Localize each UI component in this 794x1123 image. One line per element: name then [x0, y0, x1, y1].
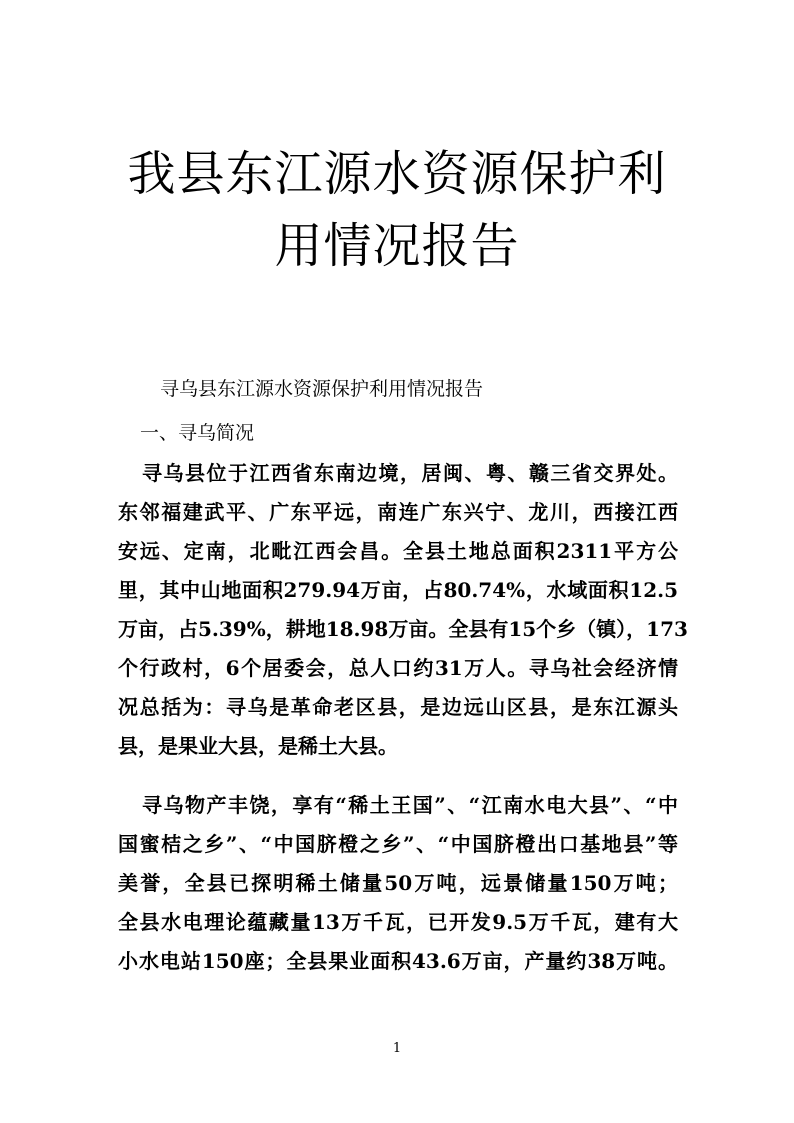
paragraph-line: 万亩，占5.39%，耕地18.98万亩。全县有15个乡（镇），173: [118, 617, 688, 641]
paragraph-line: 安远、定南，北毗江西会昌。全县土地总面积2311平方公: [118, 539, 678, 563]
paragraph-line: 里，其中山地面积279.94万亩，占80.74%，水域面积12.5: [118, 578, 678, 602]
paragraph-line: 美誉，全县已探明稀土储量50万吨，远景储量150万吨；: [118, 871, 678, 895]
paragraph-line: 寻乌县位于江西省东南边境，居闽、粤、赣三省交界处。: [142, 461, 678, 485]
paragraph-line: 况总括为：寻乌是革命老区县，是边远山区县，是东江源头: [118, 695, 678, 719]
title-line-1: 我县东江源水资源保护利: [127, 146, 667, 202]
paragraph-2: [118, 786, 678, 981]
document-title: [100, 138, 694, 282]
paragraph-line: 国蜜桔之乡”、“中国脐橙之乡”、“中国脐橙出口基地县”等: [118, 832, 678, 856]
title-line-2: 用情况报告: [274, 218, 520, 274]
page-number: 1: [392, 1041, 402, 1056]
section-heading: 一、寻乌简况: [140, 422, 255, 444]
paragraph-line: 个行政村，6个居委会，总人口约31万人。寻乌社会经济情: [118, 656, 678, 680]
document-subtitle: 寻乌县东江源水资源保护利用情况报告: [160, 378, 484, 400]
paragraph-line: 全县水电理论蕴藏量13万千瓦，已开发9.5万千瓦，建有大: [118, 910, 678, 934]
paragraph-line: 寻乌物产丰饶，享有“稀土王国”、“江南水电大县”、“中: [142, 793, 678, 817]
paragraph-line: 县，是果业大县，是稀土大县。: [118, 734, 398, 758]
paragraph-line: 小水电站150座；全县果业面积43.6万亩，产量约38万吨。: [118, 949, 678, 973]
paragraph-line: 东邻福建武平、广东平远，南连广东兴宁、龙川，西接江西: [118, 500, 678, 524]
paragraph-1: [118, 454, 688, 766]
